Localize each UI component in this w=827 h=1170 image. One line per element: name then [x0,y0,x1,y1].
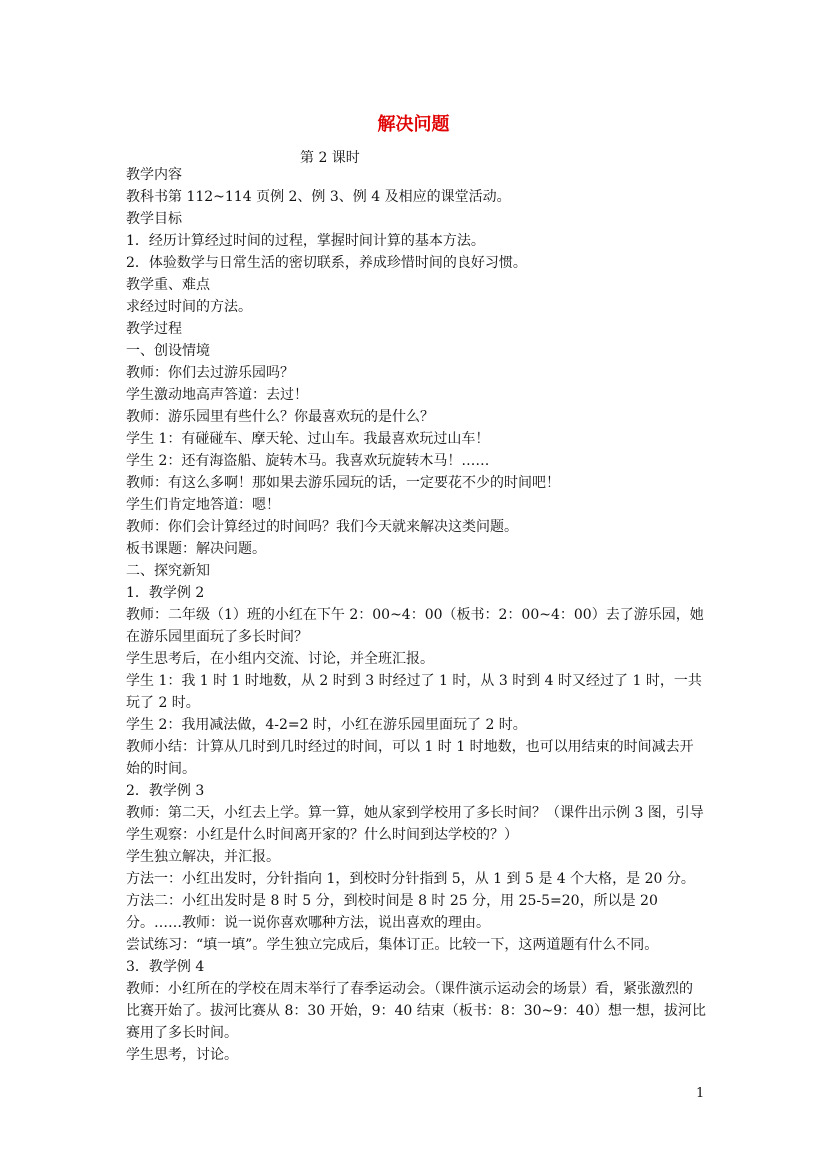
page-title: 解决问题 [377,114,450,135]
paragraph: 3．教学例 4 [126,959,205,975]
paragraph: 学生 2：还有海盗船、旋转木马。我喜欢玩旋转木马！…… [126,453,490,469]
paragraph: 教师：第二天，小红去上学。算一算，她从家到学校用了多长时间？（课件出示例 3 图，引导学生观察：小红是什么时间离开家的？什么时间到达学校的？） [126,805,704,843]
paragraph: 二、探究新知 [126,563,210,579]
paragraph: 板书课题：解决问题。 [126,541,266,557]
paragraph: 教师：你们会计算经过的时间吗？我们今天就来解决这类问题。 [126,519,518,535]
paragraph: 一、创设情境 [126,343,210,359]
lesson-subtitle: 第 2 课时 [300,150,360,166]
paragraph: 学生思考，讨论。 [126,1047,238,1063]
paragraph: 学生激动地高声答道：去过！ [126,387,308,403]
paragraph: 学生 1：有碰碰车、摩天轮、过山车。我最喜欢玩过山车！ [126,431,490,447]
paragraph: 教科书第 112~114 页例 2、例 3、例 4 及相应的课堂活动。 [126,189,511,205]
paragraph: 学生独立解决，并汇报。 [126,849,280,865]
paragraph: 求经过时间的方法。 [126,299,252,315]
paragraph: 1．教学例 2 [126,585,205,601]
paragraph: 教学目标 [126,211,182,227]
paragraph: 学生思考后，在小组内交流、讨论，并全班汇报。 [126,651,434,667]
paragraph: 教师小结：计算从几时到几时经过的时间，可以 1 时 1 时地数，也可以用结束的时间减去开始的时间。 [126,739,694,777]
document-body [126,164,706,1066]
paragraph: 1．经历计算经过时间的过程，掌握时间计算的基本方法。 [126,233,485,249]
paragraph: 教学内容 [126,167,182,183]
paragraph: 2．体验数学与日常生活的密切联系，养成珍惜时间的良好习惯。 [126,255,527,271]
paragraph: 学生们肯定地答道：嗯！ [126,497,280,513]
paragraph: 学生 1：我 1 时 1 时地数，从 2 时到 3 时经过了 1 时，从 3 时到 4 时又经过了 1 时，一共玩了 2 时。 [126,673,702,711]
paragraph: 2．教学例 3 [126,783,205,799]
paragraph: 教师：二年级（1）班的小红在下午 2：00~4：00（板书：2：00~4：00）去了游乐园，她在游乐园里面玩了多长时间？ [126,607,704,645]
paragraph: 方法二：小红出发时是 8 时 5 分，到校时间是 8 时 25 分，用 25-5=20，所以是 20 分。……教师：说一说你喜欢哪种方法，说出喜欢的理由。 [126,893,663,931]
paragraph: 方法一：小红出发时，分针指向 1，到校时分针指到 5，从 1 到 5 是 4 个大格，是 20 分。 [126,871,695,887]
paragraph: 教师：游乐园里有些什么？你最喜欢玩的是什么？ [126,409,434,425]
paragraph: 学生 2：我用减法做，4-2=2 时，小红在游乐园里面玩了 2 时。 [126,717,527,733]
paragraph: 教师：你们去过游乐园吗？ [126,365,294,381]
paragraph: 教学过程 [126,321,182,337]
page-number: 1 [696,1086,705,1101]
paragraph: 教学重、难点 [126,277,210,293]
paragraph: 尝试练习：“填一填”。学生独立完成后，集体订正。比较一下，这两道题有什么不同。 [126,937,659,953]
paragraph: 教师：有这么多啊！那如果去游乐园玩的话，一定要花不少的时间吧！ [126,475,560,491]
paragraph: 教师：小红所在的学校在周末举行了春季运动会。（课件演示运动会的场景）看，紧张激烈的比赛开始了。拔河比赛从 8：30 开始，9：40 结束（板书：8：30~9：40）想一想，拔河比赛用了多长时间。 [126,981,706,1041]
